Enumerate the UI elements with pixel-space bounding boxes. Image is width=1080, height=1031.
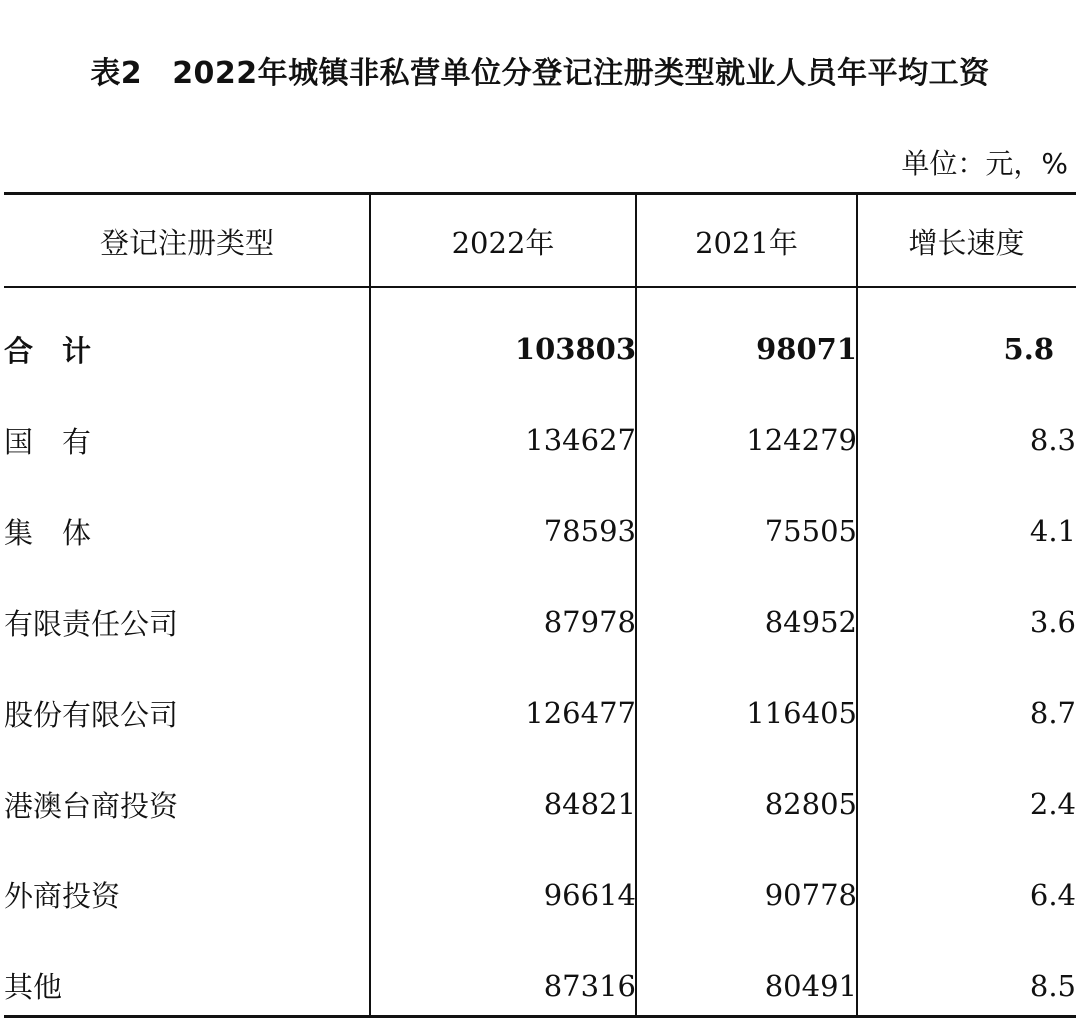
value-2021: 84952 (764, 605, 857, 640)
table-row (4, 577, 1076, 668)
value-2022: 87316 (543, 968, 636, 1003)
col-header-growth: 增长速度 (908, 225, 1025, 260)
row-label: 外商投资 (4, 879, 121, 914)
value-2022: 134627 (525, 423, 636, 458)
table-row-total (4, 287, 1076, 395)
table-row (4, 940, 1076, 1031)
row-label: 港澳台商投资 (4, 788, 179, 823)
value-growth: 6.4 (1029, 877, 1076, 912)
wage-table (4, 195, 1076, 1031)
table-title-text: 2022年城镇非私营单位分登记注册类型就业人员年平均工资 (172, 56, 990, 91)
row-label: 股份有限公司 (4, 697, 179, 732)
table-row (4, 849, 1076, 940)
value-2022: 96614 (543, 877, 636, 912)
value-2022: 87978 (543, 605, 636, 640)
table-row (4, 486, 1076, 577)
unit-note: 单位：元，% (901, 147, 1068, 180)
row-label: 其他 (4, 970, 63, 1005)
value-2022: 103803 (514, 332, 636, 366)
value-2021: 124279 (746, 423, 857, 458)
value-2022: 78593 (543, 514, 636, 549)
header-row (4, 195, 1076, 287)
value-growth: 8.5 (1029, 968, 1076, 1003)
row-label: 集 体 (4, 515, 92, 550)
row-label: 有限责任公司 (4, 606, 179, 641)
col-header-2021: 2021年 (695, 225, 798, 260)
value-growth: 4.1 (1029, 514, 1076, 549)
value-growth: 5.8 (1003, 332, 1054, 366)
row-label: 合 计 (4, 333, 92, 368)
value-2021: 116405 (746, 696, 857, 731)
col-header-2022: 2022年 (451, 225, 555, 260)
value-2021: 75505 (764, 514, 857, 549)
value-growth: 8.3 (1029, 423, 1076, 458)
value-growth: 8.7 (1029, 696, 1076, 731)
table-row (4, 668, 1076, 759)
table-row (4, 395, 1076, 486)
value-2021: 98071 (756, 332, 857, 366)
value-growth: 3.6 (1029, 605, 1076, 640)
value-2021: 80491 (764, 968, 857, 1003)
col-header-type: 登记注册类型 (99, 225, 274, 260)
value-2021: 90778 (764, 877, 857, 912)
table-title (0, 48, 1080, 92)
table-row (4, 759, 1076, 850)
table-number: 表2 (90, 56, 143, 91)
row-label: 国 有 (4, 424, 92, 459)
value-2022: 84821 (543, 787, 636, 821)
value-2022: 126477 (525, 696, 636, 731)
value-2021: 82805 (764, 787, 857, 821)
value-growth: 2.4 (1029, 787, 1076, 821)
